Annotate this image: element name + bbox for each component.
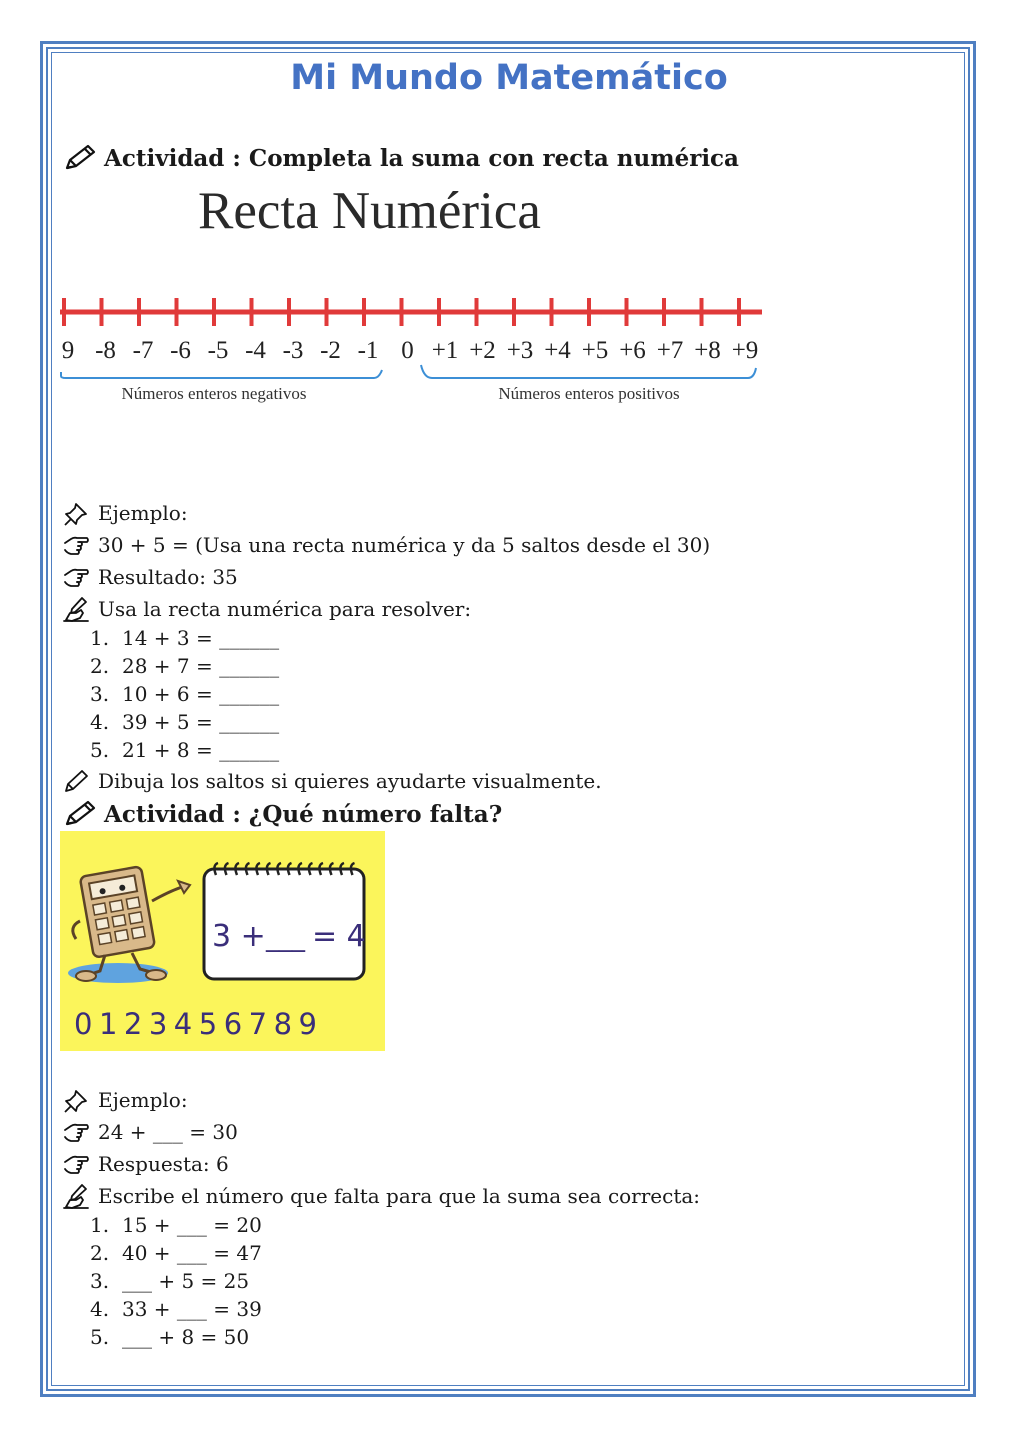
note-row	[62, 768, 602, 794]
example-result: Resultado: 35	[98, 565, 238, 589]
missing-number-exercises	[90, 1211, 262, 1351]
pencil-icon	[62, 768, 90, 794]
number-line-label: -6	[170, 337, 191, 364]
list-item: 4. 39 + 5 = ______	[90, 710, 280, 734]
instruction-row-2	[62, 1183, 700, 1209]
exercise-text: 21 + 8 = ______	[122, 738, 280, 762]
instruction-row	[62, 596, 471, 622]
exercise-text: 39 + 5 = ______	[122, 710, 280, 734]
number-line-label: +9	[731, 337, 759, 364]
example-label: Ejemplo:	[98, 501, 188, 525]
illustration-digits: 0123456789	[74, 1007, 324, 1041]
example-label-row-2	[62, 1087, 188, 1113]
writing-hand-icon	[62, 596, 90, 622]
positive-bracket	[421, 365, 756, 378]
pointing-hand-icon	[62, 1119, 90, 1145]
notepad-icon	[204, 863, 366, 979]
list-item: 5. ___ + 8 = 50	[90, 1325, 250, 1349]
exercise-text: 10 + 6 = ______	[122, 682, 280, 706]
pencil-icon	[62, 143, 98, 173]
number-line-exercises	[90, 624, 279, 764]
instruction-text: Escribe el número que falta para que la suma sea correcta:	[98, 1184, 701, 1208]
number-line-label: -3	[282, 337, 304, 364]
list-item: 2. 40 + ___ = 47	[90, 1241, 262, 1265]
number-line-label: +6	[619, 337, 646, 364]
number-line-label: +2	[469, 337, 496, 364]
illustration-equation-right: = 4	[312, 919, 366, 954]
illustration-equation-left: 3 +	[212, 919, 266, 954]
example-problem-row-2	[62, 1119, 238, 1145]
number-line-label: +1	[431, 337, 459, 364]
example-label-row	[62, 500, 188, 526]
activity-heading-text: Actividad : Completa la suma con recta numérica	[104, 144, 739, 172]
number-line-label: +8	[694, 337, 721, 364]
number-line-label: +7	[656, 337, 684, 364]
number-line-label: -2	[320, 337, 341, 364]
number-line-label: +5	[581, 337, 609, 364]
example-result: Respuesta: 6	[98, 1152, 229, 1176]
number-line-labels	[62, 337, 759, 364]
exercise-text: 14 + 3 = ______	[122, 626, 280, 650]
exercise-text: ___ + 5 = 25	[122, 1269, 250, 1293]
list-item: 3. 10 + 6 = ______	[90, 682, 280, 706]
writing-hand-icon	[62, 1183, 90, 1209]
list-item: 1. 15 + ___ = 20	[90, 1213, 262, 1237]
illustration-graphic	[60, 831, 385, 1051]
activity-heading-number-line	[62, 143, 739, 173]
pointing-hand-icon	[62, 1151, 90, 1177]
list-item: 1. 14 + 3 = ______	[90, 626, 280, 650]
calculator-mascot-icon	[68, 866, 190, 983]
exercise-text: 33 + ___ = 39	[122, 1297, 262, 1321]
number-line-label: -4	[245, 337, 266, 364]
number-line-label: +3	[506, 337, 534, 364]
number-line-title: Recta Numérica	[198, 182, 541, 240]
exercise-text: 15 + ___ = 20	[122, 1213, 262, 1237]
number-line-label: +4	[544, 337, 571, 364]
pencil-icon	[62, 799, 98, 829]
negative-caption: Números enteros negativos	[121, 384, 307, 403]
illustration-equation-blank: ___	[266, 923, 305, 953]
list-item: 3. ___ + 5 = 25	[90, 1269, 250, 1293]
number-line-label: -1	[357, 337, 379, 364]
activity-heading-missing-number	[62, 799, 502, 829]
page-title: Mi Mundo Matemático	[290, 58, 728, 98]
example-result-row-2	[62, 1151, 229, 1177]
exercise-text: 28 + 7 = ______	[122, 654, 280, 678]
pushpin-icon	[62, 1087, 90, 1113]
exercise-text: 40 + ___ = 47	[122, 1241, 262, 1265]
number-line-label: 9	[61, 337, 75, 364]
example-problem-row	[62, 532, 710, 558]
list-item: 4. 33 + ___ = 39	[90, 1297, 262, 1321]
pushpin-icon	[62, 500, 90, 526]
list-item: 2. 28 + 7 = ______	[90, 654, 280, 678]
exercise-text: ___ + 8 = 50	[122, 1325, 250, 1349]
number-line-label: -8	[95, 337, 116, 364]
example-problem: 24 + ___ = 30	[98, 1120, 238, 1144]
activity-heading-text: Actividad : ¿Qué número falta?	[104, 800, 503, 828]
list-item: 5. 21 + 8 = ______	[90, 738, 280, 762]
number-line-label: 0	[401, 337, 414, 364]
example-problem: 30 + 5 = (Usa una recta numérica y da 5 saltos desde el 30)	[98, 533, 711, 557]
positive-caption: Números enteros positivos	[498, 384, 680, 403]
note-text: Dibuja los saltos si quieres ayudarte visualmente.	[98, 769, 602, 793]
pointing-hand-icon	[62, 532, 90, 558]
number-line-figure	[56, 290, 776, 410]
negative-bracket	[61, 370, 382, 378]
pointing-hand-icon	[62, 564, 90, 590]
instruction-text: Usa la recta numérica para resolver:	[98, 597, 472, 621]
number-line-label: -5	[207, 337, 229, 364]
example-label: Ejemplo:	[98, 1088, 188, 1112]
number-line-label: -7	[132, 337, 154, 364]
missing-number-illustration	[60, 831, 385, 1051]
example-result-row	[62, 564, 238, 590]
